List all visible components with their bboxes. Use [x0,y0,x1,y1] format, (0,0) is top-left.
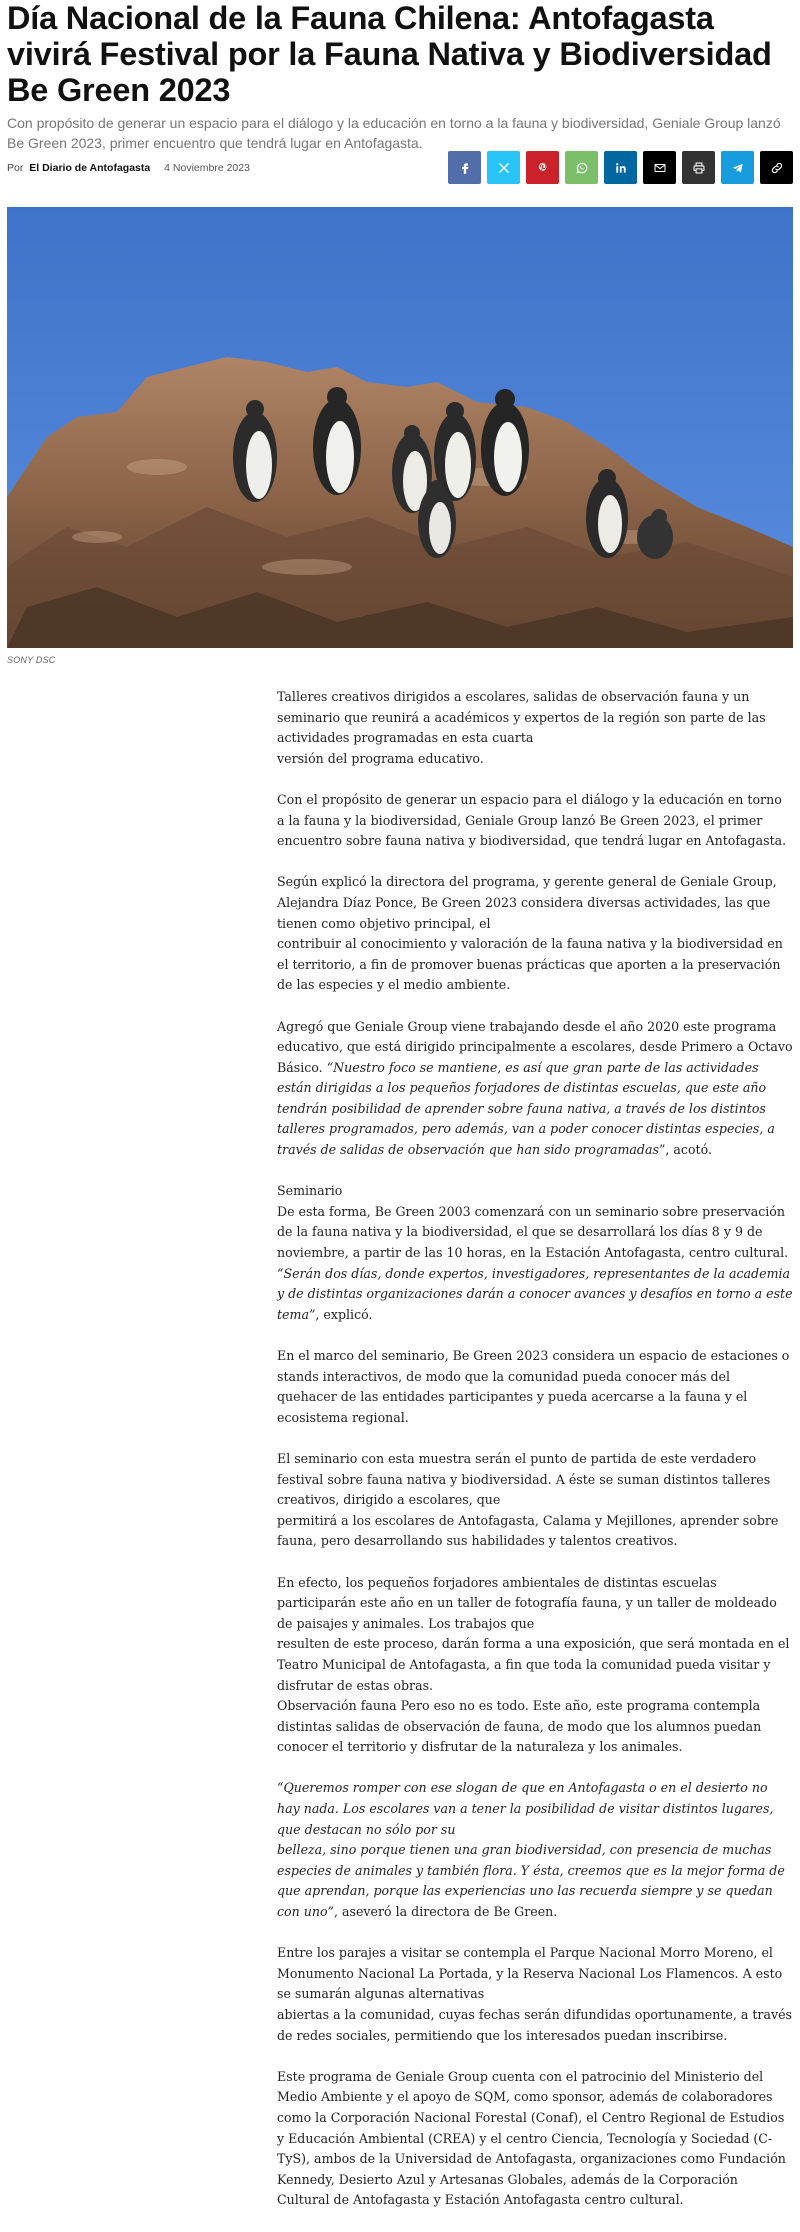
x-icon [497,161,511,175]
article-title: Día Nacional de la Fauna Chilena: Antofagasta vivirá Festival por la Fauna Nativa y Biodiversidad Be Green 2023 [7,0,772,108]
share-whatsapp-button[interactable] [565,151,598,184]
quote: “Nuestro foco se mantiene, es así que gran parte de las actividades están dirigidas a los pequeños forjadores de distintas escuelas, que este año tendrán posibilidad de aprender sobre fauna nativa, a través de los distintos talleres programados, pero además, van a poder conocer distintas especies, a través de salidas de observación que han sido programadas [277,1059,775,1158]
share-telegram-button[interactable] [721,151,754,184]
whatsapp-icon [575,161,589,175]
penguins-on-rocks-photo [7,207,793,648]
paragraph: Talleres creativos dirigidos a escolares, salidas de observación fauna y un seminario que reunirá a académicos y expertos de la región son parte de las actividades programadas en esta cuarta versión del programa educativo. [277,689,766,766]
paragraph: Este programa de Geniale Group cuenta con el patrocinio del Ministerio del Medio Ambiente y el apoyo de SQM, como sponsor, además de colaboradores como la Corporación Nacional Forestal (Conaf), el Centro Regional de Estudios y Educación Ambiental (CREA) y el centro Ciencia, Tecnología y Sociedad (C-TyS), ambos de la Universidad de Antofagasta, organizaciones como Fundación Kennedy, Desierto Azul y Artesanas Globales, además de la Corporación Cultural de Antofagasta y Estación Antofagasta centro cultural. [277,2068,786,2208]
share-print-button[interactable] [682,151,715,184]
link-icon [770,161,784,175]
quote: “Serán dos días, donde expertos, investigadores, representantes de la academia y de distintas organizaciones darán a conocer avances y desafíos en torno a este tema” [277,1265,793,1322]
article-subtitle: Con propósito de generar un espacio para el diálogo y la educación en torno a la fauna y biodiversidad, Geniale Group lanzó Be Green 2023, primer encuentro que tendrá lugar en Antofagasta. [7,115,781,151]
quote: “Queremos romper con ese slogan de que en Antofagasta o en el desierto no hay nada. Los escolares van a tener la posibilidad de visitar distintos lugares, que destacan no sólo por su [277,1780,774,1837]
section-heading: Seminario [277,1183,343,1199]
print-icon [692,161,706,175]
article-body [277,687,793,2232]
linkedin-icon [614,161,628,175]
paragraph: Agregó que Geniale Group viene trabajando desde el año 2020 este programa educativo, que está dirigido principalmente a escolares, desde Primero a Octavo Básico. “Nuestro foco se mantiene, es así que gran parte de las actividades están dirigidas a los pequeños forjadores de distintas escuelas, que este año tendrán posibilidad de aprender sobre fauna nativa, a través de los distintos talleres programados, pero además, van a poder conocer distintas especies, a través de salidas de observación que han sido programadas”, acotó. [277,1018,793,1158]
paragraph: En el marco del seminario, Be Green 2023 considera un espacio de estaciones o stands interactivos, de modo que la comunidad pueda conocer más del quehacer de las entidades participantes y pueda acercarse a la fauna y el ecosistema regional. [277,1348,790,1425]
paragraph: Seminario De esta forma, Be Green 2003 comenzará con un seminario sobre preservación de la fauna nativa y la biodiversidad, el que se desarrollará los días 8 y 9 de noviembre, a partir de las 10 horas, en la Estación Antofagasta, centro cultural. “Serán dos días, donde expertos, investigadores, representantes de la academia y de distintas organizaciones darán a conocer avances y desafíos en torno a este tema”, explicó. [277,1183,793,1322]
image-caption: SONY DSC [7,655,56,665]
paragraph: Entre los parajes a visitar se contempla el Parque Nacional Morro Moreno, el Monumento Nacional La Portada, y la Reserva Nacional Los Flamencos. A esto se sumarán algunas alternativas abiertas a la comunidad, cuyas fechas serán difundidas oportunamente, a través de redes sociales, permitiendo que los interesados puedan inscribirse. [277,1945,792,2043]
publish-date: 4 Noviembre 2023 [164,162,250,174]
telegram-icon [731,161,745,175]
author-link[interactable]: El Diario de Antofagasta [29,162,151,174]
share-linkedin-button[interactable] [604,151,637,184]
paragraph: Según explicó la directora del programa, y gerente general de Geniale Group, Alejandra Díaz Ponce, Be Green 2023 considera diversas actividades, las que tienen como objetivo principal, el contribuir al conocimiento y valoración de la fauna nativa y la biodiversidad en el territorio, a fin de promover buenas prácticas que aporten a la preservación de las especies y el medio ambiente. [277,874,783,993]
share-email-button[interactable] [643,151,676,184]
hero-image [7,207,793,648]
facebook-icon [458,161,472,175]
paragraph: Con el propósito de generar un espacio para el diálogo y la educación en torno a la fauna y la biodiversidad, Geniale Group lanzó Be Green 2023, el primer encuentro sobre fauna nativa y biodiversidad, que tendrá lugar en Antofagasta. [277,791,787,849]
share-facebook-button[interactable] [448,151,481,184]
paragraph: “Queremos romper con ese slogan de que en Antofagasta o en el desierto no hay nada. Los escolares van a tener la posibilidad de visitar distintos lugares, que destacan no sólo por su belleza, sino porque tienen una gran biodiversidad, con presencia de muchas especies de animales y también flora. Y ésta, creemos que es la mejor forma de que aprendan, porque las experiencias uno las recuerda siempre y se quedan con uno”, aseveró la directora de Be Green. [277,1780,785,1920]
quote: belleza, sino porque tienen una gran biodiversidad, con presencia de muchas especies de animales y también flora. Y ésta, creemos que es la mejor forma de que aprendan, porque las experiencias uno las recuerda siempre y se quedan con uno” [277,1842,785,1920]
share-bar [448,151,793,184]
share-pinterest-button[interactable] [526,151,559,184]
paragraph: El seminario con esta muestra serán el punto de partida de este verdadero festival sobre fauna nativa y biodiversidad. A éste se suman distintos talleres creativos, dirigido a escolares, que permitirá a los escolares de Antofagasta, Calama y Mejillones, aprender sobre fauna, pero desarrollando sus habilidades y talentos creativos. [277,1450,779,1549]
article-meta [7,162,250,178]
pinterest-icon [536,161,550,175]
paragraph: En efecto, los pequeños forjadores ambientales de distintas escuelas participarán este año en un taller de fotografía fauna, y un taller de moldeado de paisajes y animales. Los trabajos que resulten de este proceso, darán forma a una exposición, que será montada en el Teatro Municipal de Antofagasta, a fin que toda la comunidad pueda visitar y disfrutar de estas obras. Observación fauna Pero eso no es todo. Este año, este programa contempla distintas salidas de observación de fauna, de modo que los alumnos puedan conocer el territorio y disfrutar de la naturaleza y los animales. [277,1574,790,1755]
share-copy-link-button[interactable] [760,151,793,184]
byline-prefix: Por [7,162,24,174]
share-x-button[interactable] [487,151,520,184]
email-icon [653,161,667,175]
